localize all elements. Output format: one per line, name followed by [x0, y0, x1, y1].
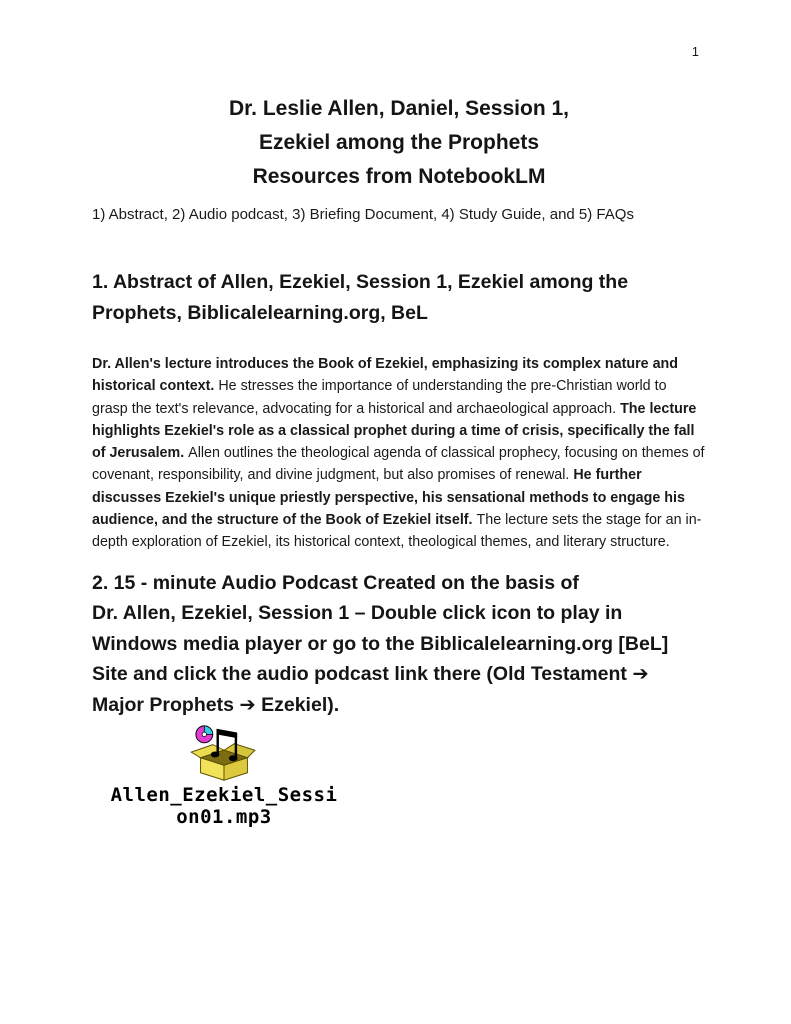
podcast-heading-line-1: 2. 15 - minute Audio Podcast Created on the basis of	[92, 571, 579, 594]
abstract-segment: The lecture highlights Ezekiel's role as a classical prophet during a time of crisis, specifically the fall of Jerusalem.	[92, 400, 697, 462]
abstract-section-heading	[92, 267, 706, 329]
abstract-paragraph	[92, 353, 706, 554]
document-title	[92, 92, 706, 194]
podcast-heading-line-3: Windows media player or go to the Biblicalelearning.org [BeL]	[92, 632, 669, 655]
abstract-segment: Allen outlines the theological agenda of classical prophecy, focusing on themes of covenant, responsibility, and divine judgment, but also promises of renewal.	[92, 445, 705, 484]
document-content	[92, 92, 706, 828]
document-title-line-3: Resources from NotebookLM	[252, 165, 546, 188]
abstract-segment: He further discusses Ezekiel's unique priestly perspective, his sensational methods to engage his audience, and the structure of the Book of Ezekiel itself.	[92, 467, 685, 529]
abstract-heading-line-2: Prophets, Biblicalelearning.org, BeL	[92, 302, 428, 324]
resources-summary-line: 1) Abstract, 2) Audio podcast, 3) Briefing Document, 4) Study Guide, and 5) FAQs	[92, 206, 634, 223]
podcast-heading-line-4: Site and click the audio podcast link there (Old Testament ➔	[92, 663, 649, 686]
abstract-heading-line-1: 1. Abstract of Allen, Ezekiel, Session 1, Ezekiel among the	[92, 271, 629, 293]
document-title-line-2: Ezekiel among the Prophets	[258, 131, 540, 154]
audio-media-clip-icon[interactable]	[98, 724, 350, 784]
abstract-segment: He stresses the importance of understanding the pre-Christian world to grasp the text's relevance, advocating for a historical and archaeological approach.	[92, 378, 667, 417]
podcast-heading-line-2: Dr. Allen, Ezekiel, Session 1 – Double click icon to play in	[92, 602, 623, 625]
abstract-segment: The lecture sets the stage for an in-depth exploration of Ezekiel, its historical context, theological themes, and literary structure.	[92, 512, 702, 551]
media-file-name-line-1[interactable]: Allen_Ezekiel_Sessi	[110, 784, 338, 807]
abstract-segment: Dr. Allen's lecture introduces the Book of Ezekiel, emphasizing its complex nature and historical context.	[92, 356, 679, 395]
media-file-name[interactable]	[98, 784, 350, 828]
podcast-heading-line-5: Major Prophets ➔ Ezekiel).	[92, 693, 340, 716]
embedded-audio-object[interactable]	[98, 724, 350, 828]
media-file-name-line-2[interactable]: on01.mp3	[176, 806, 272, 829]
document-title-line-1: Dr. Leslie Allen, Daniel, Session 1,	[228, 97, 570, 120]
podcast-section-heading	[92, 568, 706, 721]
page-number: 1	[691, 44, 699, 59]
